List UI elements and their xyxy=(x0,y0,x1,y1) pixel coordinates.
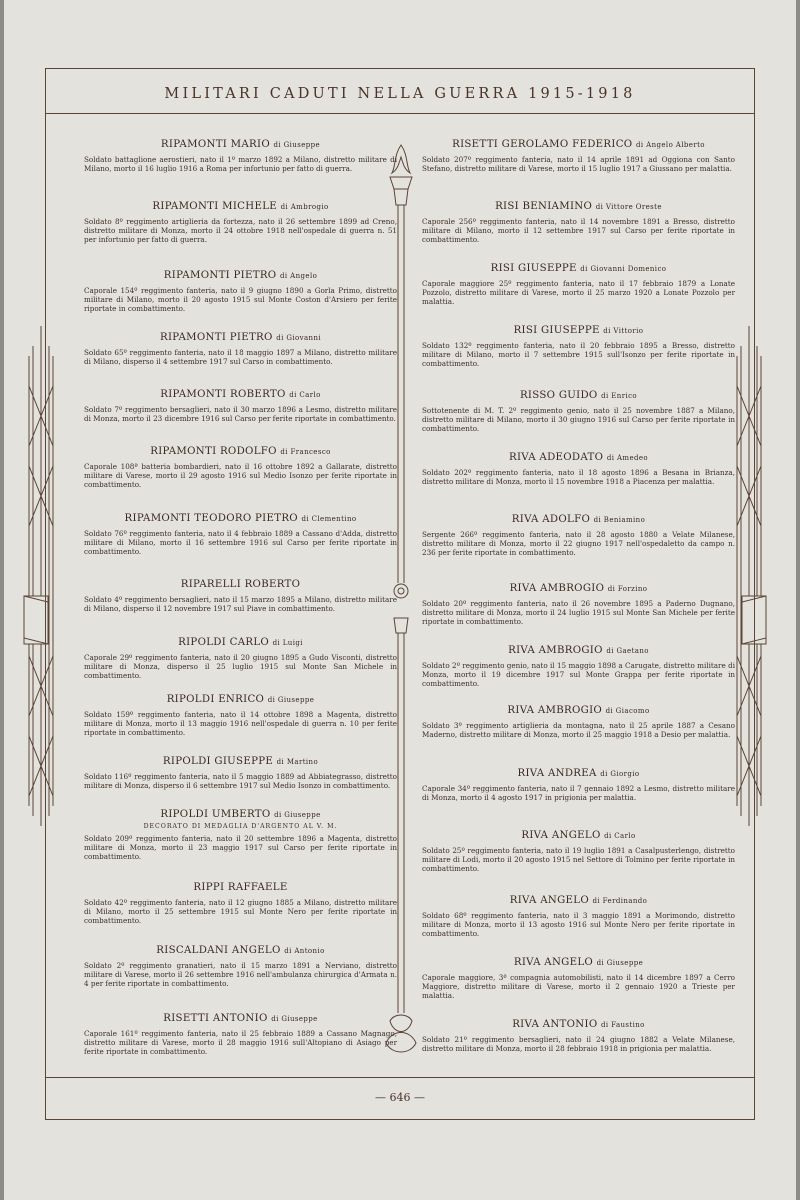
list-item xyxy=(84,637,397,680)
soldier-name: RIPOLDI GIUSEPPE xyxy=(162,756,274,767)
page-frame xyxy=(45,68,755,1120)
entry-description: Soldato 209º reggimento fanteria, nato il 20 settembre 1896 a Magenta, distretto militare di Monza, morto il 23 maggio 1917 sul Carso per ferite riportate in combattimento. xyxy=(84,834,397,861)
list-item xyxy=(84,694,397,737)
list-item xyxy=(84,756,397,790)
entry-description: Caporale 154º reggimento fanteria, nato il 9 giugno 1890 a Gorla Primo, distretto militare di Milano, morto il 20 agosto 1915 sul Monte Coston d'Arsiero per ferite riportate in combattimento. xyxy=(84,286,397,313)
entry-description: Caporale maggiore 25º reggimento fanteria, nato il 17 febbraio 1879 a Lonate Pozzolo, distretto militare di Varese, morto il 25 marzo 1920 a Lonate Pozzolo per malattia. xyxy=(422,279,735,306)
patronymic: di Beniamino xyxy=(593,516,646,524)
page-number: — 646 — xyxy=(375,1091,425,1104)
soldier-name: RIPOLDI CARLO xyxy=(178,637,270,648)
soldier-name: RIPAMONTI ROBERTO xyxy=(160,389,286,400)
patronymic: di Francesco xyxy=(280,448,331,456)
patronymic: di Giovanni Domenico xyxy=(580,265,667,273)
list-item xyxy=(84,201,397,244)
soldier-name: RIVA ANDREA xyxy=(517,768,597,779)
soldier-name: RIVA ANGELO xyxy=(513,957,594,968)
entry-description: Soldato 20º reggimento fanteria, nato il 26 novembre 1895 a Paderno Dugnano, distretto militare di Monza, morto il 24 luglio 1915 sul Monte San Michele per ferite riportate in combattimento. xyxy=(422,599,735,626)
soldier-name: RIVA ADOLFO xyxy=(511,514,591,525)
entry-description: Soldato 76º reggimento fanteria, nato il 4 febbraio 1889 a Cassano d'Adda, distretto militare di Milano, morto il 16 settembre 1916 sul Carso per ferite riportate in combattimento. xyxy=(84,529,397,556)
patronymic: di Luigi xyxy=(272,639,303,647)
patronymic: di Giovanni xyxy=(276,334,321,342)
footer-rule xyxy=(46,1077,754,1078)
list-item xyxy=(422,263,735,306)
entry-description: Caporale 108ª batteria bombardieri, nato il 16 ottobre 1892 a Gallarate, distretto militare di Varese, morto il 29 agosto 1916 sul Medio Isonzo per ferite riportate in combattimento. xyxy=(84,462,397,489)
list-item xyxy=(84,579,397,613)
list-item xyxy=(422,957,735,1000)
entry-description: Soldato 42º reggimento fanteria, nato il 12 giugno 1885 a Milano, distretto militare di Milano, morto il 25 settembre 1915 sul Monte Nero per ferite riportate in combattimento. xyxy=(84,898,397,925)
list-item xyxy=(84,809,397,861)
entry-description: Soldato 2º reggimento genio, nato il 15 maggio 1898 a Carugate, distretto militare di Monza, morto il 19 dicembre 1917 sul Monte Grappa per ferite riportate in combattimento. xyxy=(422,661,735,688)
patronymic: di Vittorio xyxy=(603,327,644,335)
soldier-name: RIPAMONTI MARIO xyxy=(160,139,270,150)
soldier-name: RIPPI RAFFAELE xyxy=(193,882,288,893)
list-item xyxy=(84,389,397,423)
list-item xyxy=(422,452,735,486)
list-item xyxy=(84,270,397,313)
entry-description: Soldato 116º reggimento fanteria, nato il 5 maggio 1889 ad Abbiategrasso, distretto militare di Monza, disperso il 6 settembre 1917 sul Medio Isonzo in combattimento. xyxy=(84,772,397,790)
entry-description: Soldato 202º reggimento fanteria, nato il 18 agosto 1896 a Besana in Brianza, distretto militare di Monza, morto il 15 novembre 1918 a Piacenza per malattia. xyxy=(422,468,735,486)
entry-description: Soldato 159º reggimento fanteria, nato il 14 ottobre 1898 a Magenta, distretto militare di Monza, morto il 13 maggio 1916 nell'ospedale di guerra n. 10 per ferite riportate in combattimento. xyxy=(84,710,397,737)
entry-description: Caporale 29º reggimento fanteria, nato il 20 giugno 1895 a Gudo Visconti, distretto militare di Monza, disperso il 25 luglio 1915 sul Monte San Michele in combattimento. xyxy=(84,653,397,680)
patronymic: di Forzino xyxy=(607,585,648,593)
list-item xyxy=(422,139,735,173)
list-item xyxy=(422,583,735,626)
patronymic: di Carlo xyxy=(604,832,636,840)
patronymic: di Ambrogio xyxy=(280,203,329,211)
list-item xyxy=(84,139,397,173)
patronymic: di Ferdinando xyxy=(592,897,648,905)
entry-description: Soldato battaglione aerostieri, nato il 1º marzo 1892 a Milano, distretto militare di Milano, morto il 16 luglio 1916 a Roma per infortunio per fatto di guerra. xyxy=(84,155,397,173)
entry-description: Soldato 25º reggimento fanteria, nato il 19 luglio 1891 a Casalpusterlengo, distretto militare di Lodi, morto il 20 agosto 1915 nel Settore di Tolmino per ferite riportate in combattimento. xyxy=(422,846,735,873)
soldier-name: RIPOLDI ENRICO xyxy=(166,694,265,705)
soldier-name: RIVA ANGELO xyxy=(521,830,601,841)
soldier-name: RISETTI ANTONIO xyxy=(163,1013,268,1024)
list-item xyxy=(422,895,735,938)
page-sheet xyxy=(4,0,796,1200)
patronymic: di Carlo xyxy=(289,391,321,399)
soldier-name: RIVA AMBROGIO xyxy=(509,583,605,594)
entry-description: Sergente 266º reggimento fanteria, nato il 28 agosto 1880 a Velate Milanese, distretto militare di Monza, morto il 22 giugno 1917 nell'ospedaletto da campo n. 236 per ferite riportate in combattimento. xyxy=(422,530,735,557)
list-item xyxy=(422,325,735,368)
entry-description: Soldato 3º reggimento artiglieria da montagna, nato il 25 aprile 1887 a Cesano Maderno, distretto militare di Monza, morto il 25 maggio 1918 a Desio per malattia. xyxy=(422,721,735,739)
entry-description: Caporale 256º reggimento fanteria, nato il 14 novembre 1891 a Bresso, distretto militare di Milano, morto il 12 settembre 1917 sul Carso per ferite riportate in combattimento. xyxy=(422,217,735,244)
list-item xyxy=(84,446,397,489)
patronymic: di Faustino xyxy=(601,1021,645,1029)
list-item xyxy=(422,645,735,688)
patronymic: di Giorgio xyxy=(600,770,640,778)
soldier-name: RIPAMONTI PIETRO xyxy=(163,270,277,281)
list-item xyxy=(422,514,735,557)
soldier-name: RIVA AMBROGIO xyxy=(508,645,603,656)
patronymic: di Giacomo xyxy=(605,707,650,715)
list-item xyxy=(84,882,397,925)
list-item xyxy=(84,513,397,556)
soldier-name: RIPAMONTI TEODORO PIETRO xyxy=(124,513,298,524)
list-item xyxy=(84,1013,397,1056)
patronymic: di Angelo xyxy=(280,272,318,280)
list-item xyxy=(422,768,735,802)
entry-description: Soldato 4º reggimento bersaglieri, nato il 15 marzo 1895 a Milano, distretto militare di Milano, disperso il 12 novembre 1917 sul Piave in combattimento. xyxy=(84,595,397,613)
entry-description: Soldato 2º reggimento granatieri, nato il 15 marzo 1891 a Nerviano, distretto militare di Varese, morto il 26 settembre 1916 nell'ambulanza chirurgica d'Armata n. 4 per ferite riportate in combattimento. xyxy=(84,961,397,988)
soldier-name: RISI BENIAMINO xyxy=(495,201,593,212)
soldier-name: RIVA ANTONIO xyxy=(512,1019,598,1030)
list-item xyxy=(422,390,735,433)
soldier-name: RISI GIUSEPPE xyxy=(490,263,577,274)
patronymic: di Giuseppe xyxy=(596,959,644,967)
soldier-name: RISETTI GEROLAMO FEDERICO xyxy=(452,139,633,150)
soldier-name: RIPOLDI UMBERTO xyxy=(160,809,271,820)
page-title: MILITARI CADUTI NELLA GUERRA 1915-1918 xyxy=(164,86,636,102)
patronymic: di Vittore Oreste xyxy=(595,203,662,211)
patronymic: di Angelo Alberto xyxy=(636,141,705,149)
list-item xyxy=(422,705,735,739)
decoration-note: DECORATO DI MEDAGLIA D'ARGENTO AL V. M. xyxy=(143,823,338,830)
patronymic: di Giuseppe xyxy=(274,811,321,819)
patronymic: di Martino xyxy=(276,758,319,766)
entry-description: Soldato 7º reggimento bersaglieri, nato il 30 marzo 1896 a Lesmo, distretto militare di Monza, morto il 23 dicembre 1916 sul Carso per ferite riportate in combattimento. xyxy=(84,405,397,423)
entry-description: Sottotenente di M. T. 2º reggimento genio, nato il 25 novembre 1887 a Milano, distretto militare di Milano, morto il 30 giugno 1916 sul Carso per ferite riportate in combattimento. xyxy=(422,406,735,433)
entry-description: Soldato 8º reggimento artiglieria da fortezza, nato il 26 settembre 1899 ad Creno, distretto militare di Monza, morto il 24 ottobre 1918 nell'ospedale di guerra n. 51 per infortunio per fatto di guerra. xyxy=(84,217,397,244)
entry-description: Soldato 68º reggimento fanteria, nato il 3 maggio 1891 a Morimondo, distretto militare di Monza, morto il 13 agosto 1916 sul Monte Nero per ferite riportate in combattimento. xyxy=(422,911,735,938)
entry-description: Caporale maggiore, 3ª compagnia automobilisti, nato il 14 dicembre 1897 a Cerro Maggiore, distretto militare di Varese, morto il 2 gennaio 1920 a Trieste per malattia. xyxy=(422,973,735,1000)
soldier-name: RIPAMONTI MICHELE xyxy=(152,201,278,212)
entry-description: Soldato 132º reggimento fanteria, nato il 20 febbraio 1895 a Bresso, distretto militare di Milano, morto il 7 settembre 1915 sull'Isonzo per ferite riportate in combattimento. xyxy=(422,341,735,368)
entry-description: Soldato 65º reggimento fanteria, nato il 18 maggio 1897 a Milano, distretto militare di Milano, disperso il 4 settembre 1917 sul Carso in combattimento. xyxy=(84,348,397,366)
entry-description: Soldato 21º reggimento bersaglieri, nato il 24 giugno 1882 a Velate Milanese, distretto militare di Monza, morto il 28 febbraio 1918 in prigionia per malattia. xyxy=(422,1035,735,1053)
soldier-name: RISI GIUSEPPE xyxy=(513,325,600,336)
soldier-name: RIVA ADEODATO xyxy=(508,452,604,463)
entry-description: Soldato 207º reggimento fanteria, nato il 14 aprile 1891 ad Oggiona con Santo Stefano, distretto militare di Varese, morto il 15 luglio 1917 a Giussano per malattia. xyxy=(422,155,735,173)
list-item xyxy=(422,1019,735,1053)
soldier-name: RISCALDANI ANGELO xyxy=(156,945,281,956)
entry-description: Caporale 34º reggimento fanteria, nato il 7 gennaio 1892 a Lesmo, distretto militare di Monza, morto il 4 agosto 1917 in prigionia per malattia. xyxy=(422,784,735,802)
soldier-name: RIPAMONTI PIETRO xyxy=(160,332,273,343)
patronymic: di Giuseppe xyxy=(271,1015,318,1023)
soldier-name: RIVA ANGELO xyxy=(509,895,589,906)
patronymic: di Enrico xyxy=(601,392,638,400)
list-item xyxy=(84,332,397,366)
patronymic: di Clementino xyxy=(301,515,357,523)
soldier-name: RISSO GUIDO xyxy=(519,390,598,401)
entry-description: Caporale 161º reggimento fanteria, nato il 25 febbraio 1889 a Cassano Magnago, distretto militare di Varese, morto il 28 maggio 1916 sull'Altopiano di Asiago per ferite riportate in combattimento. xyxy=(84,1029,397,1056)
patronymic: di Gaetano xyxy=(606,647,649,655)
soldier-name: RIVA AMBROGIO xyxy=(507,705,603,716)
patronymic: di Giuseppe xyxy=(273,141,321,149)
soldier-name: RIPAMONTI RODOLFO xyxy=(150,446,277,457)
header-rule xyxy=(46,113,754,114)
list-item xyxy=(422,201,735,244)
list-item xyxy=(422,830,735,873)
patronymic: di Giuseppe xyxy=(267,696,315,704)
list-item xyxy=(84,945,397,988)
patronymic: di Amedeo xyxy=(606,454,649,462)
soldier-name: RIPARELLI ROBERTO xyxy=(180,579,301,590)
patronymic: di Antonio xyxy=(284,947,325,955)
